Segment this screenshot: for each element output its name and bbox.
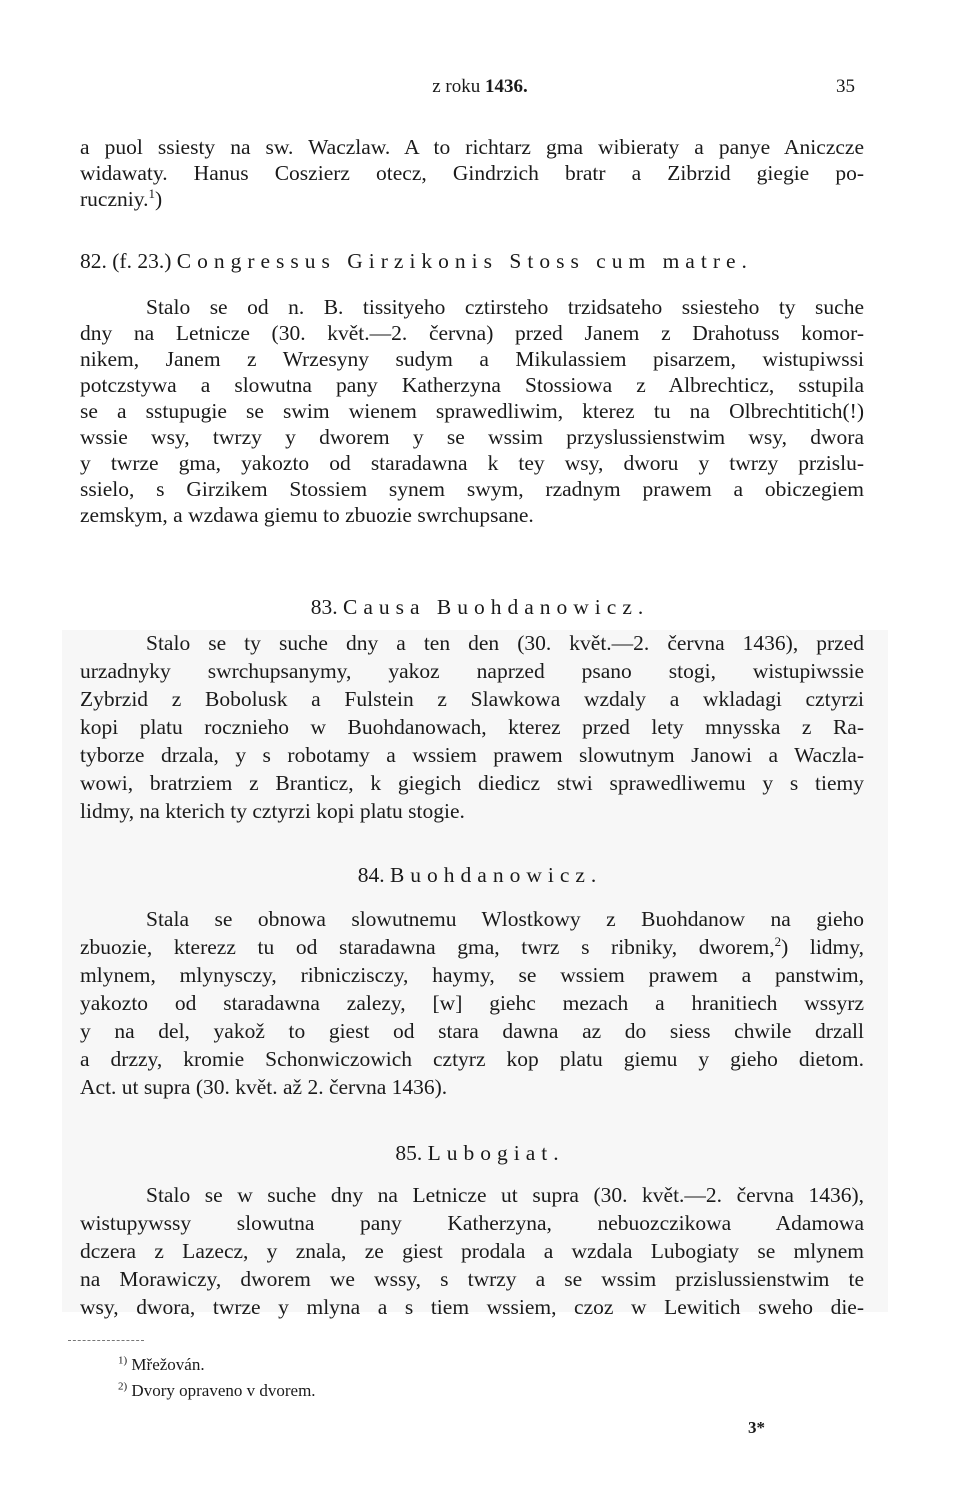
footnote-1: $^{1)}$ Mřežován. [118, 1354, 205, 1374]
running-head-title: z roku 1436. [432, 76, 528, 97]
text-line: Stalo se w suche dny na Letnicze ut supra (30. květ.—2. června 1436), [146, 1183, 864, 1207]
footnote-divider [68, 1340, 144, 1342]
text-line: urzadnyky swrchupsanymy, yakoz naprzed psano stogi, wistupiwssie [80, 659, 864, 683]
text-line: y na del, yakož to giest od stara dawna az do siess chwile drzall [80, 1019, 864, 1043]
text-line: wistupywssy slowutna pany Katherzyna, nebuozczikowa Adamowa [80, 1211, 864, 1235]
text-line: kopi platu rocznieho w Buohdanowach, kterez przed lety mnysska z Ra- [80, 715, 864, 739]
entry-heading-82: 82. (f. 23.) Congressus Girzikonis Stoss cum matre. [80, 249, 753, 273]
text-line: nikem, Janem z Wrzesyny sudym a Mikulassiem pisarzem, wistupiwssi [80, 347, 864, 371]
entry-heading-83: 83. Causa Buohdanowicz. [310, 595, 650, 619]
text-line: a drzzy, kromie Schonwiczowich cztyrz kop platu giemu y gieho dietom. [80, 1047, 864, 1071]
entry-title: Causa Buohdanowicz. [342, 595, 650, 619]
text-line: Stalo se od n. B. tissityeho cztirsteho trzidsateho ssiesteho ty suche [146, 295, 864, 319]
text-line: wowi, bratrziem z Branticz, k giegich diedicz stwi sprawedliwemu y s tiemy [80, 771, 864, 795]
footnote-ref-1: 1 [148, 185, 155, 201]
running-head-year: 1436. [485, 76, 528, 97]
text-line: Zybrzid z Bobolusk a Fulstein z Slawkowa wzdaly a wkladagi cztyrzi [80, 687, 864, 711]
entry-title: Lubogiat. [427, 1141, 565, 1165]
text-line: a puol ssiesty na sw. Waczlaw. A to richtarz gma wibieraty a panye Aniczcze [80, 135, 864, 159]
text-line: yakozto od staradawna zalezy, [w] giehc mezach a hranitiech wssyrz [80, 991, 864, 1015]
text-line: dny na Letnicze (30. květ.—2. června) przed Janem z Drahotuss komor- [80, 321, 864, 345]
footnote-2: $^{2)}$ Dvory opraveno v dvorem. [118, 1380, 316, 1400]
entry-title: Congressus Girzikonis Stoss cum matre. [176, 249, 753, 273]
text-line: dczera z Lazecz, y znala, ze giest prodala a wzdala Lubogiaty se mlynem [80, 1239, 864, 1263]
text-line: y twrze gma, yakozto od staradawna k tey wsy, dworu y twrzy przislu- [80, 451, 864, 475]
text-line: mlynem, mlynysczy, ribniczisczy, haymy, se wssiem prawem a panstwim, [80, 963, 864, 987]
text-line: wsy, dwora, twrze y mlyna a s tiem wssiem, czoz w Lewitich sweho die- [80, 1295, 864, 1319]
text-line: ssielo, s Girzikem Stossiem synem swym, rzadnym prawem a obiczegiem [80, 477, 864, 501]
signature-mark: 3* [748, 1418, 765, 1437]
footnote-marker: 2) [118, 1380, 128, 1393]
text-line: tyborze drzala, y s robotamy a wssiem prawem slowutnym Janowi a Waczla- [80, 743, 864, 767]
text-line: ruczniy.$^1$) [80, 185, 163, 211]
text-line: na Morawiczy, dworem we wssy, s twrzy a se wssim przislussienstwim te [80, 1267, 864, 1291]
text-line: se a sstupugie se swim wienem sprawedliwim, kterez tu na Olbrechtitich(!) [80, 399, 864, 423]
text-line: Stala se obnowa slowutnemu Wlostkowy z Buohdanow na gieho [146, 907, 864, 931]
text-line: zemskym, a wzdawa giemu to zbuozie swrchupsane. [80, 503, 534, 527]
text-line: lidmy, na kterich ty cztyrzi kopi platu stogie. [80, 799, 465, 823]
text-line: potczstywa a slowutna pany Katherzyna Stossiowa z Albrechticz, sstupila [80, 373, 864, 397]
text-line: wssie wsy, twrzy y dworem y se wssim przyslussienstwim wsy, dwora [80, 425, 864, 449]
text-line: widawaty. Hanus Coszierz otecz, Gindrzich bratr a Zibrzid giegie po- [80, 161, 864, 185]
text-line: zbuozie, kterezz tu od staradawna gma, twrz s ribniky, dworem,$^2$) lidmy, [80, 933, 864, 959]
footnote-ref-2: 2 [774, 933, 782, 949]
text-line: Stalo se ty suche dny a ten den (30. květ.—2. června 1436), przed [146, 631, 864, 655]
entry-heading-84: 84. Buohdanowicz. [357, 863, 603, 887]
entry-heading-85: 85. Lubogiat. [395, 1141, 565, 1165]
entry-title: Buohdanowicz. [389, 863, 603, 887]
text-line: Act. ut supra (30. květ. až 2. června 1436). [80, 1075, 448, 1099]
page-number: 35 [836, 76, 855, 97]
footnote-marker: 1) [118, 1354, 128, 1367]
running-head [0, 76, 960, 100]
